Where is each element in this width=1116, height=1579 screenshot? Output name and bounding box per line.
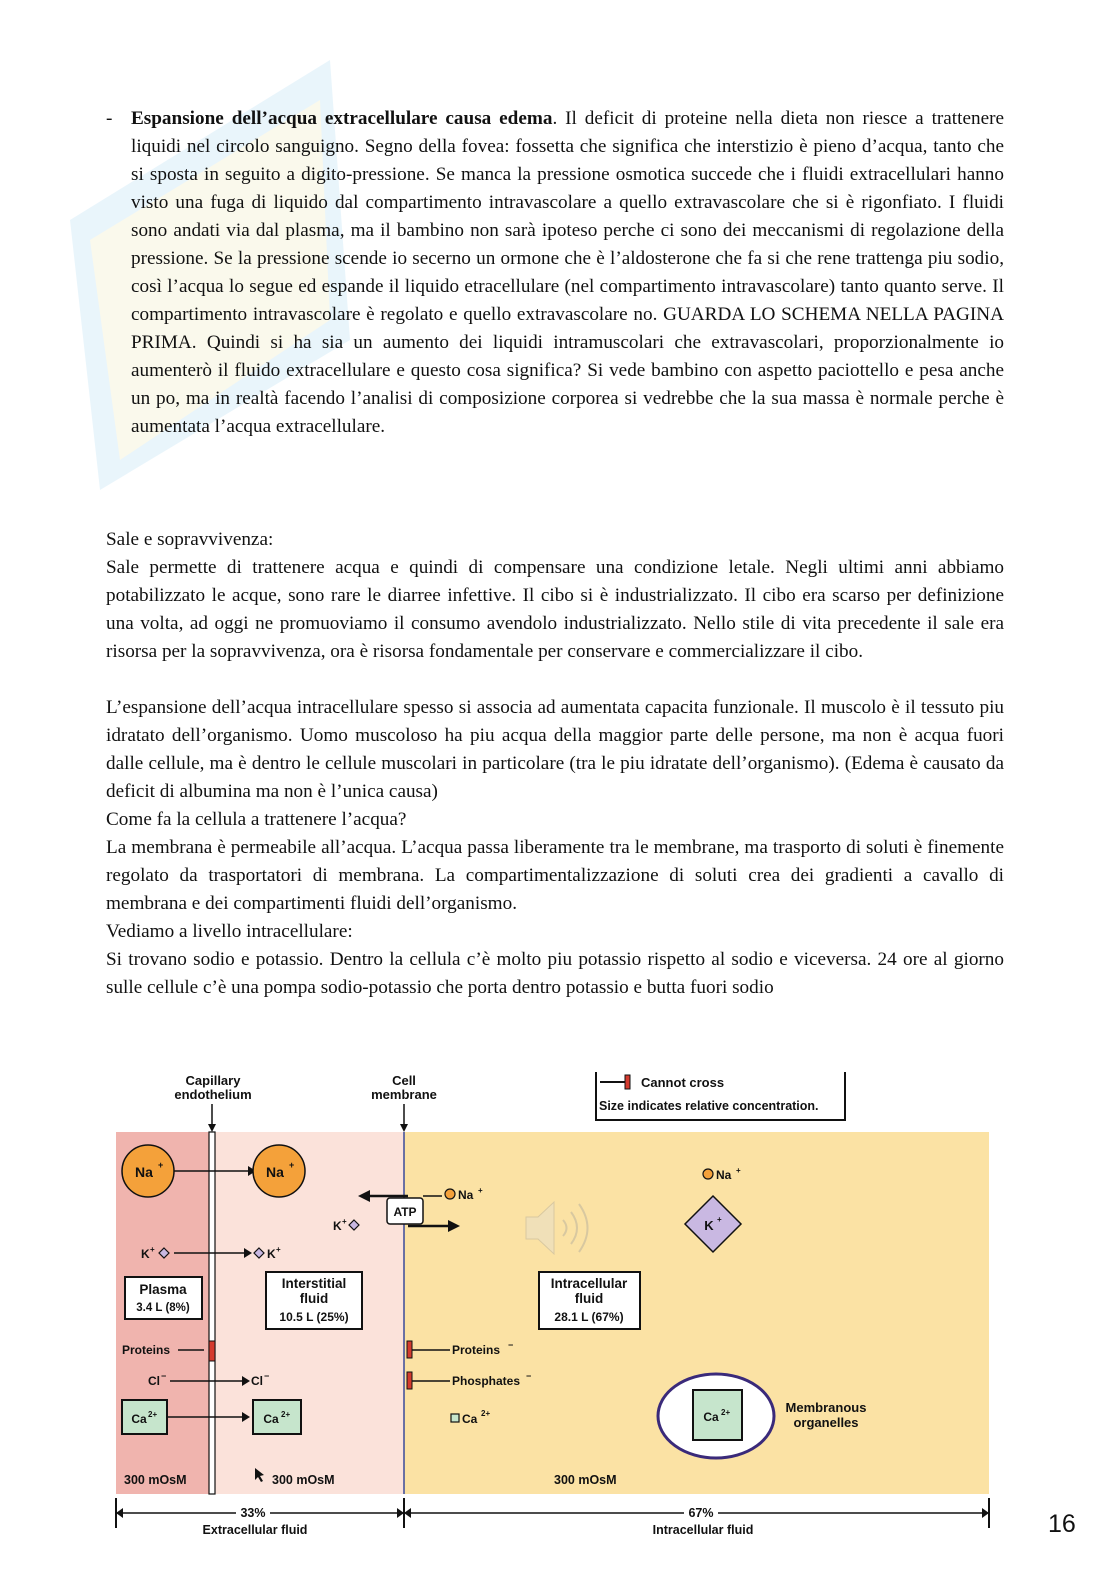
calcium-interstitial-label: Ca — [263, 1412, 279, 1426]
svg-text:−: − — [526, 1371, 532, 1381]
ecf-label: Extracellular fluid — [202, 1523, 308, 1537]
organelles-label-1: Membranous — [785, 1400, 867, 1415]
calcium-icf-label: Ca — [462, 1412, 478, 1426]
fluid-compartments-figure — [108, 1062, 1003, 1542]
intracellular-paragraph-3: La membrana è permeabile all’acqua. L’acqua passa liberamente tra le membrane, ma trasporto di soluti è finemente regolato da trasportatori di membrana. La compartimentalizzazione di soluti crea dei gradienti a cavallo di membrana e dei compartimenti fluidi dell’organismo. — [106, 837, 1004, 914]
svg-text:+: + — [717, 1215, 722, 1224]
legend-size: Size indicates relative concentration. — [599, 1099, 819, 1113]
osm-interstitial: 300 mOsM — [272, 1473, 335, 1487]
svg-text:2+: 2+ — [481, 1409, 491, 1418]
plasma-volume: 3.4 L (8%) — [136, 1302, 190, 1314]
chloride-interstitial-label: Cl — [251, 1374, 263, 1388]
page-number: 16 — [1048, 1510, 1076, 1538]
potassium-icf-label: K — [704, 1218, 714, 1233]
membrane-label-line1: Cell — [392, 1073, 416, 1088]
osm-intracellular: 300 mOsM — [554, 1473, 617, 1487]
calcium-icf-icon — [451, 1414, 459, 1422]
legend-box — [596, 1072, 845, 1120]
bullet-body: . Il deficit di proteine nella dieta non riesce a trattenere liquidi nel circolo sanguigno. Segno della fovea: fossetta che significa che interstizio è pieno d’acqua, tanto che si sposta in seguito a digito-pressione. Se manca la pressione osmotica succede che i fluidi extracellulari hanno visto una fuga di liquido dal compartimento intravascolare a quello extravascolare che si è rigonfiato. I fluidi sono andati via dal plasma, ma il bambino non sarà ipoteso perche ci sono dei meccanismi di regolazione della pressione. Se la pressione scende io secerno un ormone che è l’aldosterone che fa si che rene trattenga piu sodio, così l’acqua lo segue ed espande il liquido etracellulare (nel compartimento intravascolare) tanto quanto serve. Il compartimento intravascolare è regolato e quello extravascolare no. GUARDA LO SCHEMA NELLA PAGINA PRIMA. Quindi si ha sia un aumento dei liquidi intramuscolari che extravascolari, proporzionalmente io aumenterò il fluido extracellulare e questo cosa significa? Si vede bambino con aspetto paciottello e pesa anche un po, ma in realtà facendo l’analisi di composizione corporea si vedrebbe che la sua massa è normale perche è aumentata l’acqua extracellulare. — [131, 108, 1004, 437]
intracellular-paragraph-5: Si trovano sodio e potassio. Dentro la cellula c’è molto piu potassio rispetto al sodio e viceversa. 24 ore al giorno sulle cellule c’è una pompa sodio-potassio che porta dentro potassio e butta fuori sodio — [106, 949, 1004, 998]
proteins-plasma-label: Proteins — [122, 1343, 171, 1357]
potassium-plasma-label: K — [141, 1247, 150, 1261]
interstitial-box — [266, 1272, 362, 1329]
capillary-label-line2: endothelium — [174, 1087, 252, 1102]
svg-text:+: + — [736, 1166, 741, 1175]
sodium-interstitial-charge: + — [289, 1160, 295, 1170]
sodium-plasma-charge: + — [158, 1160, 164, 1170]
sodium-atp-label: Na — [458, 1188, 474, 1202]
svg-text:−: − — [264, 1371, 270, 1381]
interstitial-title-1: Interstitial — [281, 1276, 347, 1291]
phosphates-cannot-cross-icon — [407, 1372, 412, 1389]
potassium-atp-label: K — [333, 1219, 342, 1233]
intracellular-question: Come fa la cellula a trattenere l’acqua? — [106, 809, 407, 830]
sodium-icf-icon — [703, 1169, 713, 1179]
salt-heading: Sale e sopravvivenza: — [106, 529, 274, 550]
edema-bullet-paragraph — [106, 105, 1004, 441]
intracellular-paragraph-4: Vediamo a livello intracellulare: — [106, 921, 353, 942]
svg-text:2+: 2+ — [148, 1410, 158, 1419]
sodium-icf-label: Na — [716, 1168, 732, 1182]
calcium-organelle-label: Ca — [703, 1410, 719, 1424]
osm-plasma: 300 mOsM — [124, 1473, 187, 1487]
svg-text:+: + — [478, 1186, 483, 1195]
membrane-label-line2: membrane — [371, 1087, 437, 1102]
ecf-percent: 33% — [240, 1506, 266, 1520]
svg-text:+: + — [276, 1245, 281, 1254]
bullet-dash: - — [106, 108, 113, 129]
sodium-plasma-label: Na — [135, 1164, 153, 1180]
sodium-interstitial-label: Na — [266, 1164, 284, 1180]
icf-percent: 67% — [688, 1506, 714, 1520]
phosphates-label: Phosphates — [452, 1374, 521, 1388]
interstitial-volume: 10.5 L (25%) — [279, 1310, 349, 1324]
bullet-bold-lead: Espansione dell’acqua extracellulare causa edema — [131, 108, 553, 129]
proteins-icf-label: Proteins — [452, 1343, 501, 1357]
interstitial-title-2: fluid — [299, 1291, 329, 1306]
svg-text:−: − — [508, 1340, 514, 1350]
intracellular-paragraph-1: L’espansione dell’acqua intracellulare spesso si associa ad aumentata capacita funzionale. Il muscolo è il tessuto piu idratato dell’organismo. Uomo muscoloso ha piu acqua della maggior parte delle persone, ma non è acqua fuori dalle cellule, ma è dentro le cellule muscolari in particolare (tra le piu idratate dell’organismo). (Edema è causato da deficit di albumina ma non è l’unica causa) — [106, 697, 1004, 802]
svg-text:−: − — [161, 1371, 167, 1381]
cannot-cross-icon — [625, 1075, 630, 1089]
capillary-label-line1: Capillary — [185, 1073, 241, 1088]
intracellular-title-2: fluid — [574, 1291, 604, 1306]
salt-section — [106, 526, 1004, 1002]
organelles-label-2: organelles — [793, 1415, 859, 1430]
plasma-title: Plasma — [139, 1282, 187, 1297]
legend-cannot-cross: Cannot cross — [641, 1075, 725, 1090]
salt-body: Sale permette di trattenere acqua e quindi di compensare una condizione letale. Negli ultimi anni abbiamo potabilizzato le acque, sono rare le diarree infettive. Il cibo si è industrializzato. Il cibo era scarso per definizione una volta, ad oggi ne promuoviamo il consumo avendolo industrializzato. Nello stile di vita precedente il sale era risorsa per la sopravvivenza, ora è risorsa fondamentale per conservare e commercializzare il cibo. — [106, 557, 1004, 662]
intracellular-volume: 28.1 L (67%) — [554, 1310, 624, 1324]
intracellular-title-1: Intracellular — [550, 1276, 628, 1291]
chloride-plasma-label: Cl — [148, 1374, 160, 1388]
icf-label: Intracellular fluid — [652, 1523, 754, 1537]
proteins-cannot-cross-icon — [407, 1341, 412, 1358]
atp-label: ATP — [393, 1205, 417, 1219]
potassium-interstitial-label: K — [267, 1247, 276, 1261]
sodium-small-icon — [445, 1189, 455, 1199]
intracellular-box — [539, 1272, 640, 1329]
svg-text:2+: 2+ — [281, 1410, 291, 1419]
svg-text:2+: 2+ — [721, 1408, 731, 1417]
plasma-box — [125, 1277, 202, 1319]
svg-text:+: + — [150, 1245, 155, 1254]
calcium-plasma-label: Ca — [131, 1412, 147, 1426]
capillary-wall — [209, 1132, 215, 1494]
svg-text:+: + — [342, 1217, 347, 1226]
